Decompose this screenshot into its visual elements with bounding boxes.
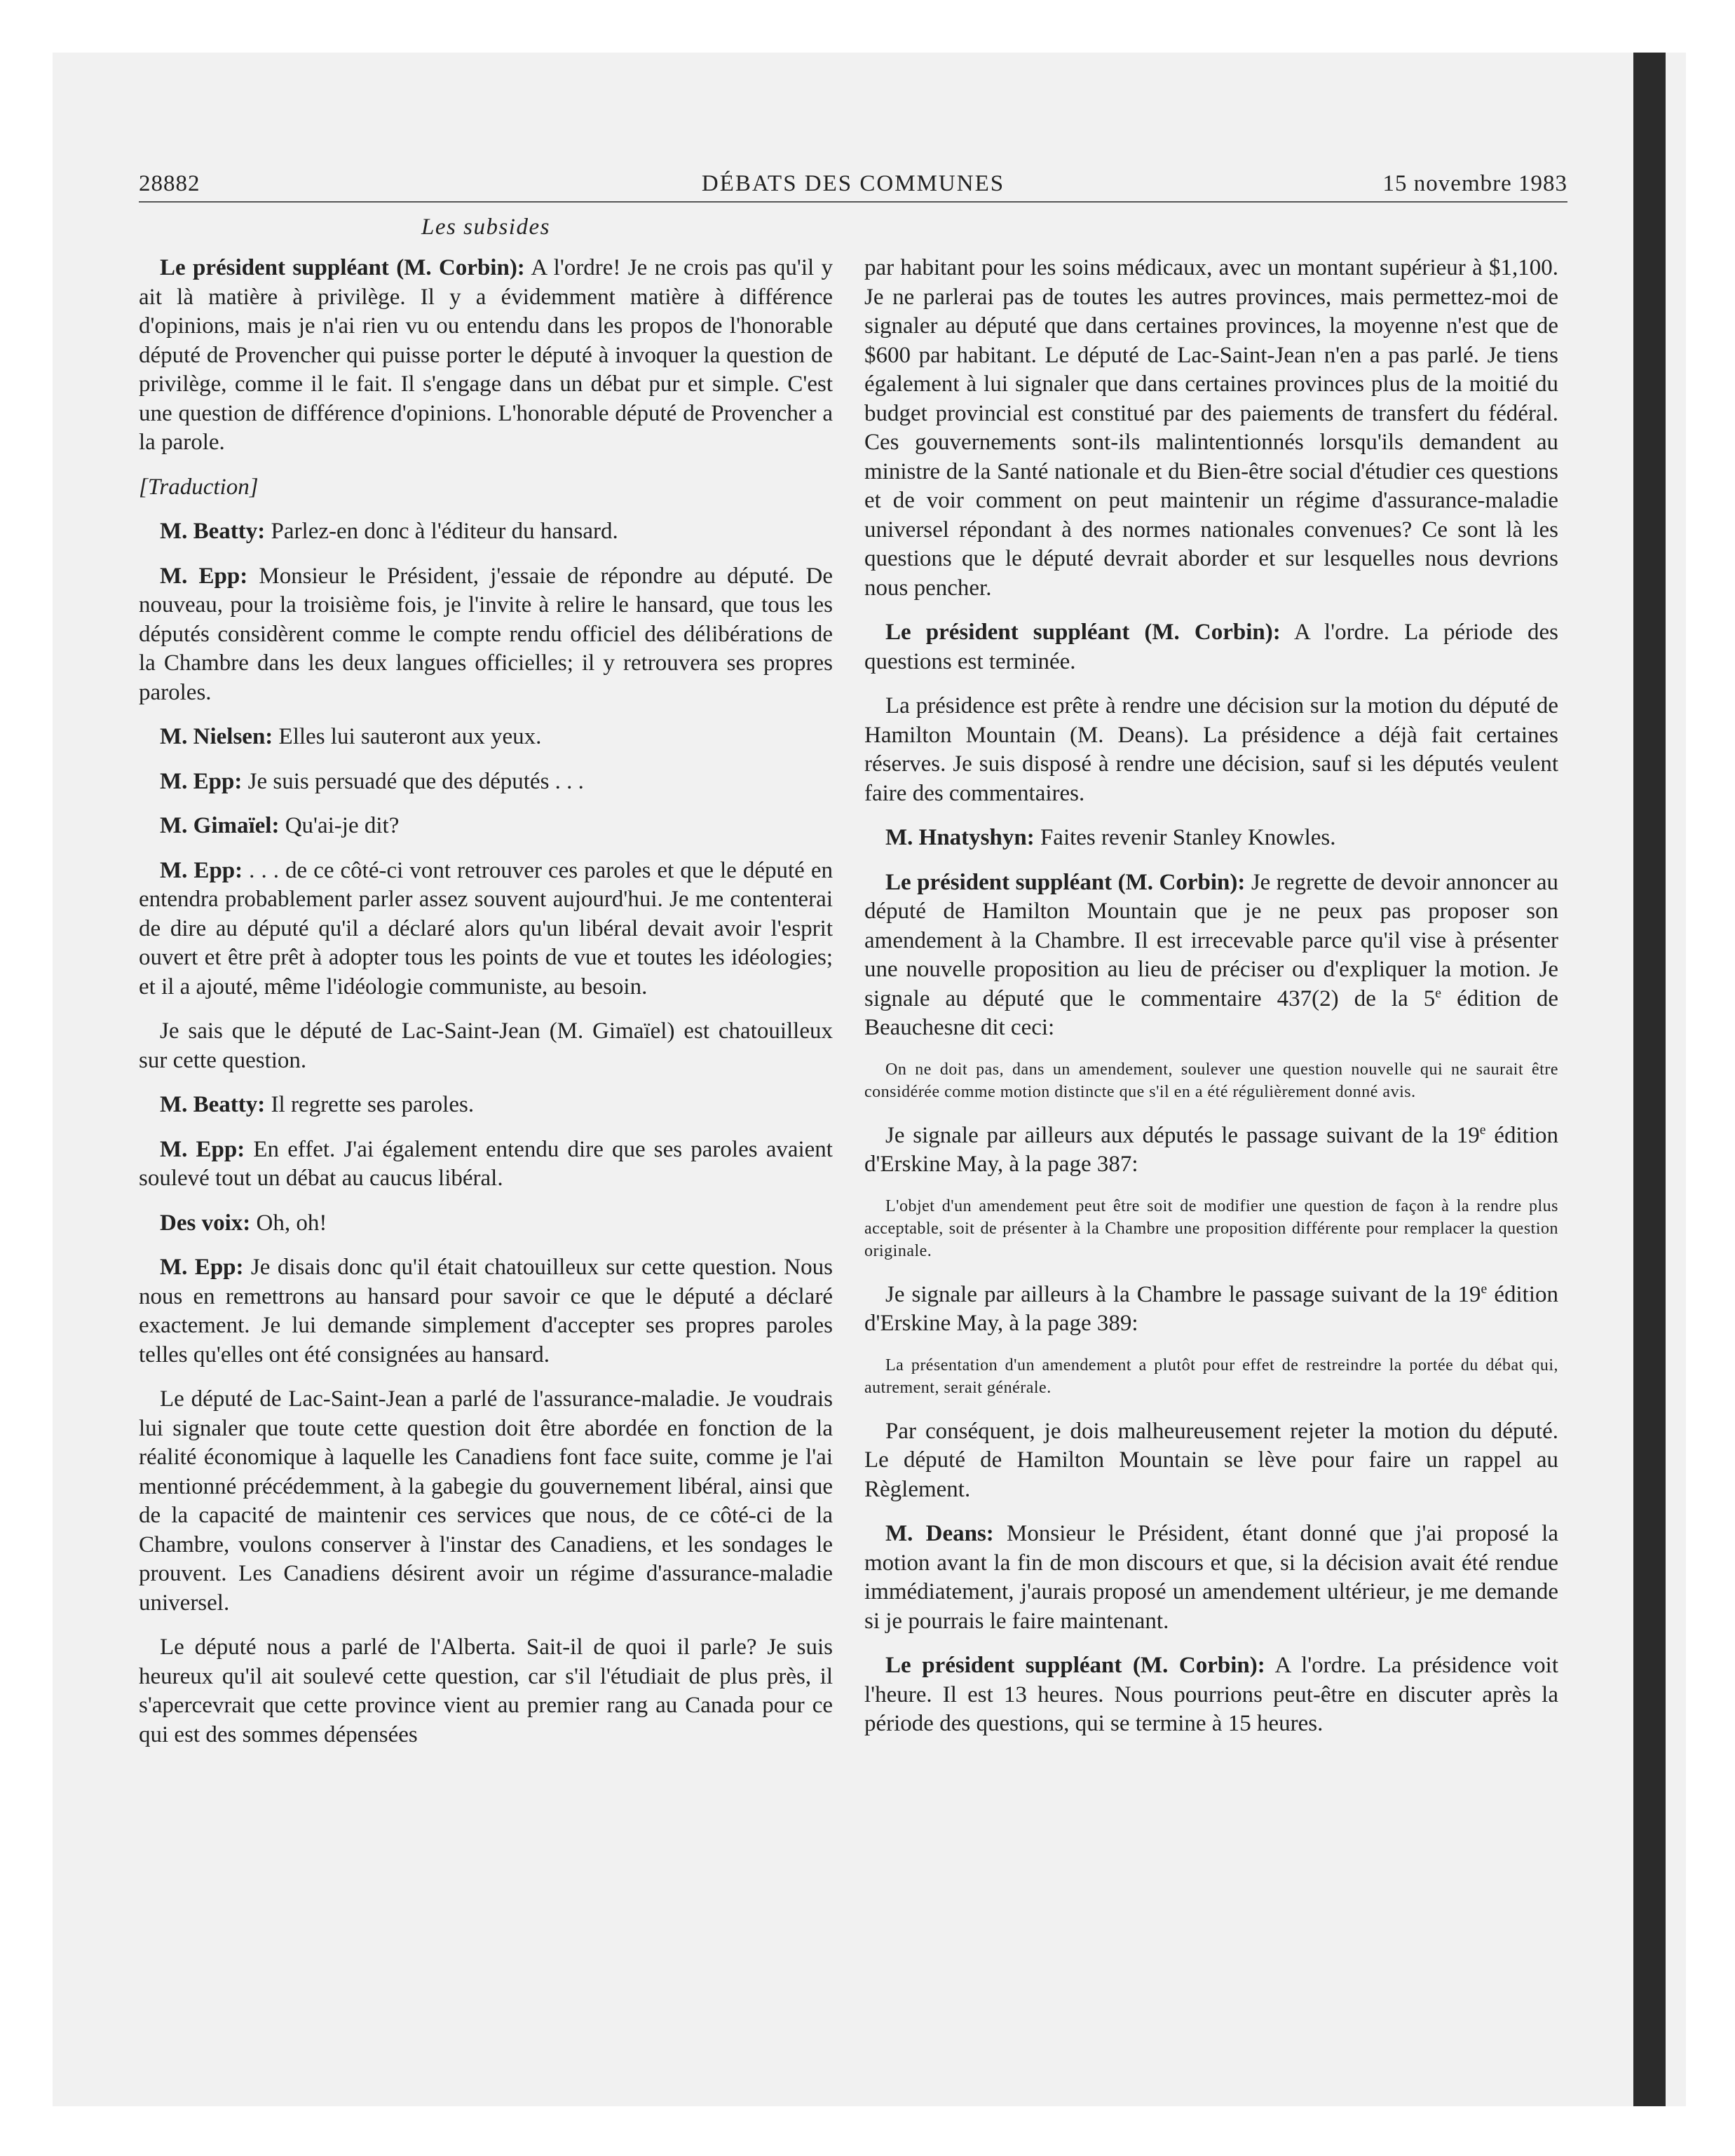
speaker-name: M. Gimaïel: xyxy=(160,813,280,838)
paragraph: M. Epp: Je suis persuadé que des députés . . . xyxy=(160,768,584,794)
block-quote: La présentation d'un amendement a plutôt pour effet de restreindre la portée du débat qui, autrement, serait générale. xyxy=(864,1356,1558,1397)
publication-title: DÉBATS DES COMMUNES xyxy=(701,171,1005,196)
publication-date: 15 novembre 1983 xyxy=(1382,171,1567,196)
page-header xyxy=(139,163,1567,203)
speaker-name: Le président suppléant (M. Corbin): xyxy=(885,620,1281,645)
paragraph: M. Epp: En effet. J'ai également entendu dire que ses paroles avaient soulevé tout un débat au caucus libéral. xyxy=(139,1136,833,1191)
section-heading: Les subsides xyxy=(421,214,550,240)
paragraph: Le président suppléant (M. Corbin): A l'ordre. La présidence voit l'heure. Il est 13 heures. Nous pourrions peut-être en discuter après la période des questions, qui se termine à 15 heures. xyxy=(864,1653,1558,1736)
block-quote: L'objet d'un amendement peut être soit de modifier une question de façon à la rendre plus acceptable, soit de présenter à la Chambre une proposition différente pour remplacer la question originale. xyxy=(864,1196,1558,1260)
paragraph: M. Epp: Je disais donc qu'il était chatouilleux sur cette question. Nous nous en remettrons au hansard pour savoir ce que le député a déclaré exactement. Je lui demande simplement d'accepter ses propres paroles telles qu'elles ont été consignées au hansard. xyxy=(139,1255,833,1367)
paragraph: M. Deans: Monsieur le Président, étant donné que j'ai proposé la motion avant la fin de mon discours et que, si la décision avait été rendue immédiatement, j'aurais proposé un amendement ultérieur, je me demande si je pourrais le faire maintenant. xyxy=(864,1521,1558,1634)
speaker-name: Le président suppléant (M. Corbin): xyxy=(885,1653,1265,1678)
block-quote: On ne doit pas, dans un amendement, soulever une question nouvelle qui ne saurait être considérée comme motion distincte que s'il en a été régulièrement donné avis. xyxy=(864,1060,1558,1101)
paragraph: Je signale par ailleurs aux députés le passage suivant de la 19e édition d'Erskine May, à la page 387: xyxy=(864,1121,1558,1177)
speaker-name: M. Epp: xyxy=(160,1136,245,1162)
speaker-name: M. Deans: xyxy=(885,1521,994,1546)
paragraph: par habitant pour les soins médicaux, avec un montant supérieur à $1,100. Je ne parlerai pas de toutes les autres provinces, mais permettez-moi de signaler au député que dans certaines provinces, la moyenne n'est que de $600 par habitant. Le député de Lac-Saint-Jean n'en a pas parlé. Je tiens également à lui signaler que dans certaines provinces plus de la moitié du budget provincial est constitué par des paiements de transfert du fédéral. Ces gouvernements sont-ils malintentionnés lorsqu'ils demandent au ministre de la Santé nationale et du Bien-être social d'étudier ces questions et de voir comment on peut maintenir un régime d'assurance-maladie universel répondant à des normes nationales convenues? Ce sont là les questions que le député devrait aborder et sur lesquelles nous devrions nous pencher. xyxy=(864,255,1558,601)
paragraph: M. Beatty: Parlez-en donc à l'éditeur du hansard. xyxy=(160,519,618,544)
scan-edge-bar xyxy=(1633,53,1666,2106)
speaker-name: M. Beatty: xyxy=(160,1092,266,1117)
paragraph: Le président suppléant (M. Corbin): Je regrette de devoir annoncer au député de Hamilton Mountain que je ne peux pas proposer son amendement à la Chambre. Il est irrecevable parce qu'il vise à présenter une nouvelle proposition au lieu de préciser ou d'expliquer la motion. Je signale au député que le commentaire 437(2) de la 5e édition de Beauchesne dit ceci: xyxy=(864,869,1559,1040)
speaker-name: M. Epp: xyxy=(160,768,243,794)
speaker-name: M. Epp: xyxy=(160,1255,244,1280)
right-column xyxy=(864,254,1558,1754)
paragraph: Je signale par ailleurs à la Chambre le passage suivant de la 19e édition d'Erskine May, à la page 389: xyxy=(864,1281,1558,1336)
paragraph: Par conséquent, je dois malheureusement rejeter la motion du député. Le député de Hamilton Mountain se lève pour faire un rappel au Règlement. xyxy=(864,1418,1558,1502)
page-number: 28882 xyxy=(139,171,200,196)
paragraph: Je sais que le député de Lac-Saint-Jean (M. Gimaïel) est chatouilleux sur cette question. xyxy=(139,1018,833,1073)
speaker-name: M. Epp: xyxy=(160,857,243,883)
paragraph: Des voix: Oh, oh! xyxy=(160,1210,327,1236)
paragraph: M. Epp: . . . de ce côté-ci vont retrouver ces paroles et que le député en entendra probablement parler assez souvent aujourd'hui. Je me contenterai de dire au député qu'il a déclaré alors qu'un libéral devait avoir l'esprit ouvert et être prêt à adopter tous les points de vue et toutes les idéologies; et il a ajouté, même l'idéologie communiste, au besoin. xyxy=(139,857,833,999)
speaker-name: Le président suppléant (M. Corbin): xyxy=(160,255,525,280)
paragraph: M. Beatty: Il regrette ses paroles. xyxy=(160,1092,475,1117)
paragraph: M. Gimaïel: Qu'ai-je dit? xyxy=(160,813,400,838)
speaker-name: M. Beatty: xyxy=(160,519,266,544)
paragraph: Le député de Lac-Saint-Jean a parlé de l'assurance-maladie. Je voudrais lui signaler que toute cette question doit être abordée en fonction de la réalité économique à laquelle les Canadiens font face suite, comme je l'ai mentionné précédemment, à la gabegie du gouvernement libéral, ainsi que de la capacité de maintenir ces services que nous, de ce côté-ci de la Chambre, voulons conserver à l'instar des Canadiens, et les sondages le prouvent. Les Canadiens désirent avoir un régime d'assurance-maladie universel. xyxy=(139,1386,833,1616)
paragraph: La présidence est prête à rendre une décision sur la motion du député de Hamilton Mountain (M. Deans). La présidence a déjà fait certaines réserves. Je suis disposé à rendre une décision, sauf si les députés veulent faire des commentaires. xyxy=(864,693,1558,806)
speaker-name: M. Nielsen: xyxy=(160,724,273,749)
translation-marker: [Traduction] xyxy=(139,474,259,500)
paragraph: Le président suppléant (M. Corbin): A l'ordre! Je ne crois pas qu'il y ait là matière à privilège. Il y a évidemment matière à différence d'opinions, mais je n'ai rien vu ou entendu dans les propos de l'honorable député de Provencher qui puisse porter le député à invoquer la question de privilège, comme il le fait. Il s'engage dans un débat pur et simple. C'est une question de différence d'opinions. L'honorable député de Provencher a la parole. xyxy=(139,255,833,455)
paragraph: M. Nielsen: Elles lui sauteront aux yeux. xyxy=(160,724,542,749)
paragraph: Le président suppléant (M. Corbin): A l'ordre. La période des questions est terminée. xyxy=(864,620,1558,674)
paragraph: M. Epp: Monsieur le Président, j'essaie de répondre au député. De nouveau, pour la troisième fois, je l'invite à relire le hansard, que tous les députés considèrent comme le compte rendu officiel des délibérations de la Chambre dans les deux langues officielles; il y retrouvera ses propres paroles. xyxy=(139,563,833,705)
speaker-name: Le président suppléant (M. Corbin): xyxy=(885,869,1246,895)
paragraph: M. Hnatyshyn: Faites revenir Stanley Knowles. xyxy=(885,825,1336,850)
speaker-name: M. Hnatyshyn: xyxy=(885,825,1035,850)
paragraph: Le député nous a parlé de l'Alberta. Sait-il de quoi il parle? Je suis heureux qu'il ait soulevé cette question, car s'il l'étudiait de plus près, il s'apercevrait que cette province vient au premier rang au Canada pour ce qui est des sommes dépensées xyxy=(139,1635,833,1747)
speaker-name: M. Epp: xyxy=(160,563,248,589)
left-column xyxy=(139,254,833,1765)
speaker-name: Des voix: xyxy=(160,1210,251,1236)
